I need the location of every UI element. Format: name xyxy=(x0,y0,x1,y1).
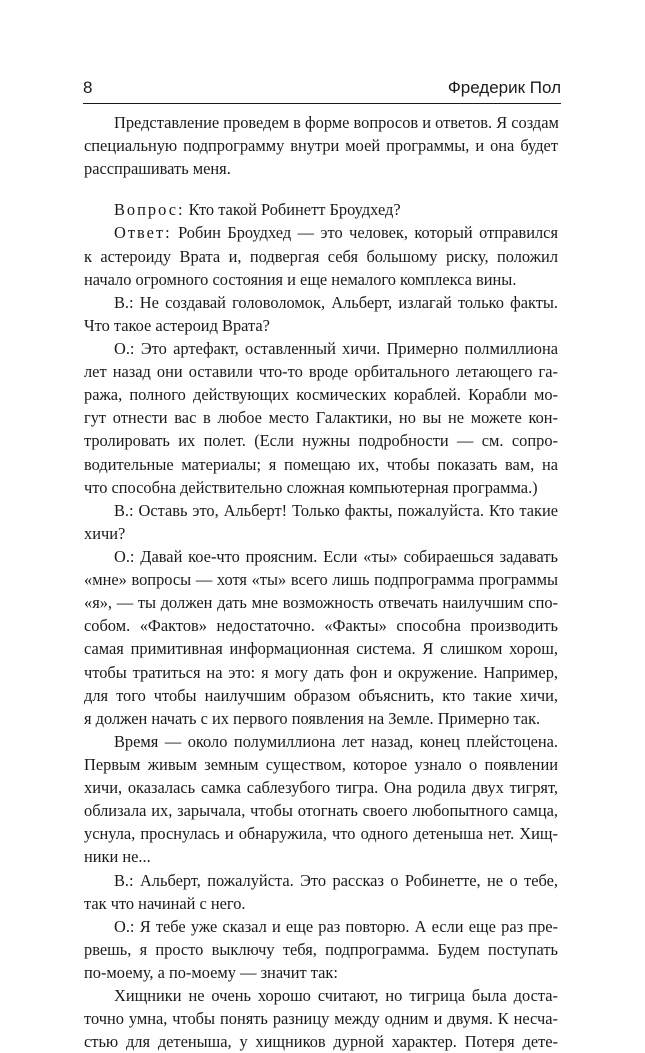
text-line: гут отнести вас в любое место Галактики, но вы не можете кон- xyxy=(84,408,558,428)
text-line: лет назад они оставили что-то вроде орбитального летающего га- xyxy=(84,362,558,382)
text-line: уснула, проснулась и обнаружила, что одного детеныша нет. Хищ- xyxy=(84,824,558,844)
text-line: для того чтобы наилучшим образом объяснить, кто такие хичи, xyxy=(84,685,558,705)
text-line xyxy=(84,198,558,221)
running-head-author: Фредерик Пол xyxy=(447,78,561,97)
text-line: начало огромного состояния и еще немалого комплекса вины. xyxy=(84,269,517,289)
text-line: я должен начать с их первого появления на Земле. Примерно так. xyxy=(84,708,541,728)
body-text xyxy=(84,111,558,1053)
text-line: что способна действительно сложная компьютерная программа.) xyxy=(84,477,538,497)
text-line: собом. «Фактов» недостаточно. «Факты» способна производить xyxy=(84,616,558,636)
question-text: Кто такой Робинетт Броудхед? xyxy=(188,200,401,220)
text-line: хичи, оказалась самка саблезубого тигра. Она родила двух тигрят, xyxy=(84,778,558,798)
answer-text: Робин Броудхед — это человек, который отправился xyxy=(178,223,558,243)
text-line: так что начинай с него. xyxy=(84,893,246,913)
question-label: Вопрос: xyxy=(114,200,185,220)
text-line: Первым живым земным существом, которое узнало о появлении xyxy=(84,754,558,774)
answer-label: Ответ: xyxy=(114,223,172,243)
text-line: ники не... xyxy=(84,847,151,867)
text-line: «я», — ты должен дать мне возможность отвечать наилучшим спо- xyxy=(84,593,558,613)
text-line: ража, полного действующих космических кораблей. Корабли мо- xyxy=(84,385,558,405)
text-line: В.: Оставь это, Альберт! Только факты, пожалуйста. Кто такие xyxy=(114,500,558,520)
text-line: хичи? xyxy=(84,523,126,543)
text-line: «мне» вопросы — хотя «ты» всего лишь подпрограмма программы xyxy=(84,570,558,590)
text-line: рвешь, я просто выключу тебя, подпрограмма. Будем поступать xyxy=(84,939,558,959)
text-line: чтобы тратиться на это: я могу дать фон и окружение. Например, xyxy=(84,662,558,682)
running-header xyxy=(83,76,561,100)
text-line: точно умна, чтобы понять разницу между одним и двумя. К несча- xyxy=(84,1009,558,1029)
text-line: Представление проведем в форме вопросов и ответов. Я создам xyxy=(114,113,559,132)
text-line: к астероиду Врата и, подвергая себя большому риску, положил xyxy=(84,246,558,266)
text-line: О.: Давай кое-что проясним. Если «ты» собираешься задавать xyxy=(114,546,558,566)
text-line: по-моему, а по-моему — значит так: xyxy=(84,962,338,982)
text-line: Хищники не очень хорошо считают, но тигрица была доста- xyxy=(114,986,558,1006)
text-line: В.: Альберт, пожалуйста. Это рассказ о Робинетте, не о тебе, xyxy=(114,870,558,890)
text-line: водительные материалы; я помещаю их, чтобы показать вам, на xyxy=(84,454,558,474)
text-line: В.: Не создавай головоломок, Альберт, излагай только факты. xyxy=(114,292,558,312)
text-line: О.: Это артефакт, оставленный хичи. Примерно полмиллиона xyxy=(114,338,558,358)
text-line: О.: Я тебе уже сказал и еще раз повторю. А если еще раз пре- xyxy=(114,916,558,936)
text-line: облизала их, зарычала, чтобы отогнать своего любопытного самца, xyxy=(84,801,558,821)
text-line: тролировать их полет. (Если нужны подробности — см. сопро- xyxy=(84,431,558,451)
text-line: специальную подпрограмму внутри моей программы, и она будет xyxy=(84,136,558,156)
text-line: расспрашивать меня. xyxy=(84,159,231,179)
text-line: стью для детеныша, у хищников дурной характер. Потеря дете- xyxy=(84,1032,558,1052)
text-line: самая примитивная информационная система. Я слишком хорош, xyxy=(84,639,558,659)
page-number: 8 xyxy=(83,78,93,97)
header-rule xyxy=(83,103,561,104)
text-line: Время — около полумиллиона лет назад, конец плейстоцена. xyxy=(114,731,558,751)
paragraph-gap xyxy=(84,180,558,198)
text-line: Что такое астероид Врата? xyxy=(84,315,270,335)
text-line xyxy=(84,221,558,244)
